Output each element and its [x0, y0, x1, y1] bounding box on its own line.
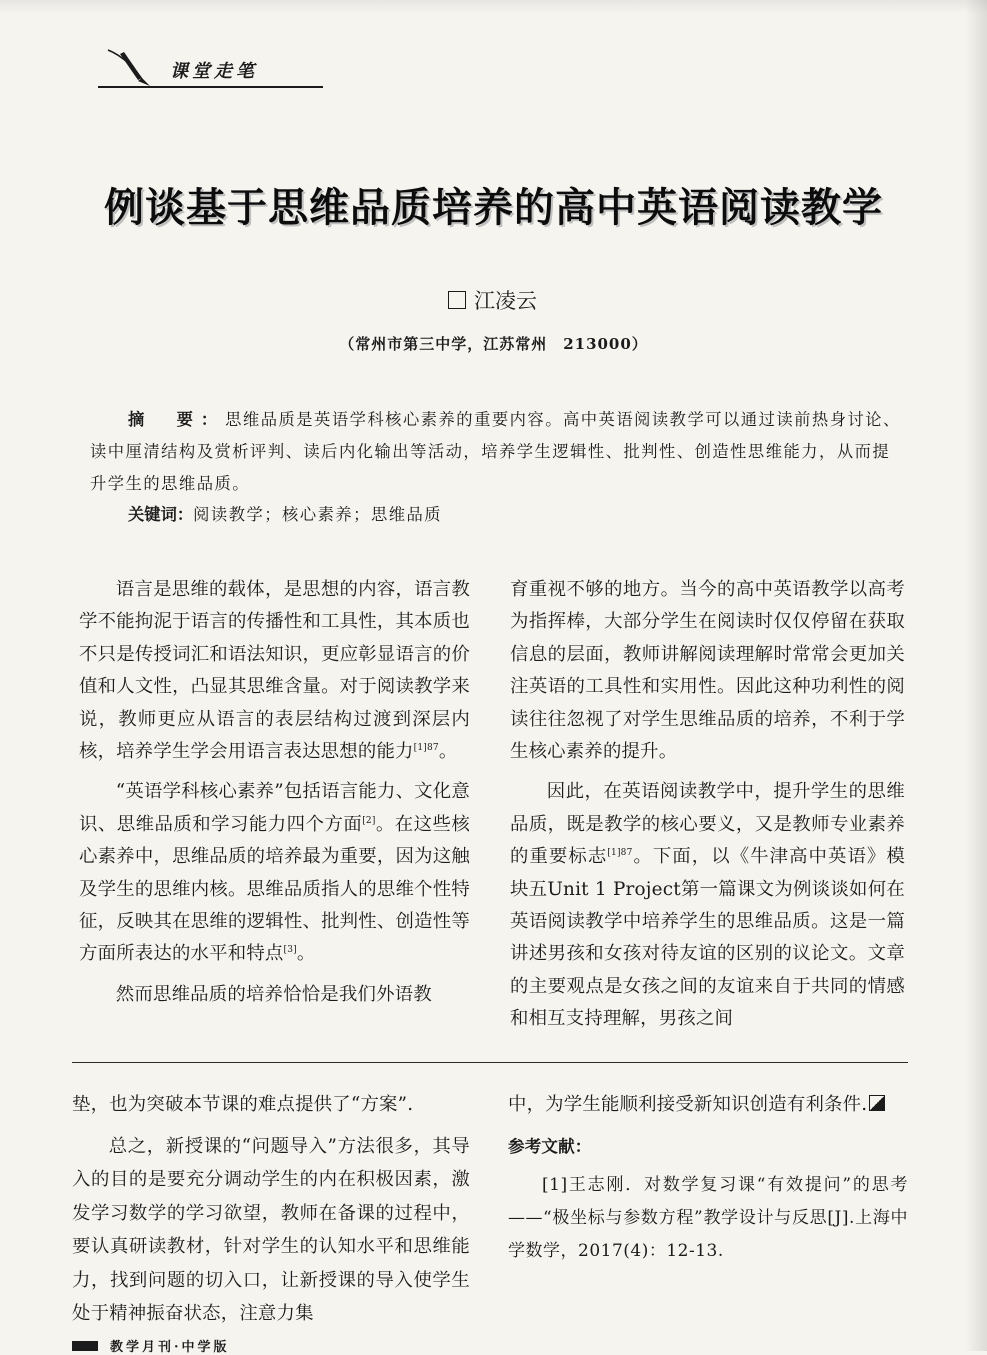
abstract-label: 摘 要： — [128, 410, 226, 429]
article-title: 例谈基于思维品质培养的高中英语阅读教学 — [104, 185, 883, 231]
body-column-left — [79, 574, 470, 1019]
author-line — [448, 285, 537, 315]
citation: [1]87 — [413, 742, 439, 753]
paragraph — [510, 574, 905, 768]
paragraph-text: 语言是思维的载体，是思想的内容，语言教学不能拘泥于语言的传播性和工具性，其本质也不只是传授词汇和语法知识，更应彰显语言的价值和人文性，凸显其思维含量。对于阅读教学来说，教师更应从语言的表层结构过渡到深层内核，培养学生学会用语言表达思想的能力 — [79, 579, 470, 763]
author-name: 江凌云 — [474, 289, 537, 313]
paragraph-text: 育重视不够的地方。当今的高中英语教学以高考为指挥棒，大部分学生在阅读时仅仅停留在获取信息的层面，教师讲解阅读理解时常常会更加关注英语的工具性和实用性。因此这种功利性的阅读往往忽视了对学生思维品质的培养，不利于学生核心素养的提升。 — [510, 579, 905, 763]
paragraph — [79, 776, 470, 970]
references-heading: 参考文献： — [508, 1136, 592, 1156]
page-footer — [72, 1336, 230, 1355]
paragraph-text: 然而思维品质的培养恰恰是我们外语教 — [115, 983, 432, 1005]
abstract — [90, 404, 905, 500]
paragraph — [79, 574, 470, 768]
citation: [3] — [283, 945, 297, 956]
column-header — [98, 48, 338, 90]
paragraph-text: 。 — [296, 943, 316, 965]
section-divider — [72, 1062, 908, 1063]
paragraph — [79, 979, 470, 1011]
paragraph-text: 。在这些核心素养中，思维品质的培养最为重要，因为这触及学生的思维内核。思维品质指人的思维个性特征，反映其在思维的逻辑性、批判性、创造性等方面所表达的水平和特点 — [79, 813, 470, 965]
end-mark-icon — [869, 1095, 885, 1111]
paragraph — [72, 1130, 470, 1331]
paragraph-text: 垫，也为突破本节课的难点提供了“方案”. — [72, 1094, 414, 1115]
paragraph-text: 因此，在英语阅读教学中，提升学生的思维品质，既是教学的核心要义，又是教师专业素养的重要标志 — [510, 781, 905, 868]
prev-article-column-left — [72, 1088, 470, 1339]
paragraph-text: 。下面，以《牛津高中英语》模块五Unit 1 Project第一篇课文为例谈谈如何在英语阅读教学中培养学生的思维品质。这是一篇讲述男孩和女孩对待友谊的区别的议论文。文章的主要观点是女孩之间的友谊来自于共同的情感和相互支持理解，男孩之间 — [510, 846, 905, 1030]
keywords-label: 关键词： — [128, 505, 194, 524]
keywords-text: 阅读教学；核心素养；思维品质 — [193, 505, 443, 524]
paragraph-text: 总之，新授课的“问题导入”方法很多，其导入的目的是要充分调动学生的内在积极因素，激发学习数学的学习欲望，教师在备课的过程中，要认真研读教材，针对学生的认知水平和思维能力，找到问题的切入口，让新授课的导入使学生处于精神振奋状态，注意力集 — [72, 1135, 470, 1324]
author-affiliation: （常州市第三中学，江苏常州 213000） — [339, 335, 648, 353]
brush-pen-icon — [98, 48, 168, 88]
abstract-text: 思维品质是英语学科核心素养的重要内容。高中英语阅读教学可以通过读前热身讨论、读中厘清结构及赏析评判、读后内化输出等活动，培养学生逻辑性、批判性、创造性思维能力，从而提升学生的思维品质。 — [90, 410, 901, 493]
keywords — [128, 501, 442, 525]
reference-item: [1]王志刚．对数学复习课“有效提问”的思考——“极坐标与参数方程”教学设计与反思[J].上海中学数学，2017(4)：12-13. — [508, 1175, 908, 1261]
header-rule — [98, 86, 323, 88]
paragraph-text: 中，为学生能顺利接受新知识创造有利条件. — [508, 1094, 868, 1115]
paragraph — [72, 1088, 470, 1122]
journal-name: 教学月刊·中学版 — [110, 1340, 230, 1355]
paragraph-text: “英语学科核心素养”包括语言能力、文化意识、思维品质和学习能力四个方面 — [79, 781, 470, 835]
paragraph — [510, 776, 905, 1035]
footer-block-icon — [72, 1341, 98, 1351]
citation: [1]87 — [607, 848, 633, 859]
prev-article-column-right — [508, 1088, 908, 1268]
body-column-right — [510, 574, 905, 1044]
paragraph-text: 。 — [438, 741, 458, 763]
page-top-shadow — [0, 0, 987, 14]
column-name: 课堂走笔 — [170, 61, 258, 82]
citation: [2] — [362, 815, 376, 826]
paragraph — [508, 1088, 908, 1122]
author-box-icon — [448, 291, 466, 309]
